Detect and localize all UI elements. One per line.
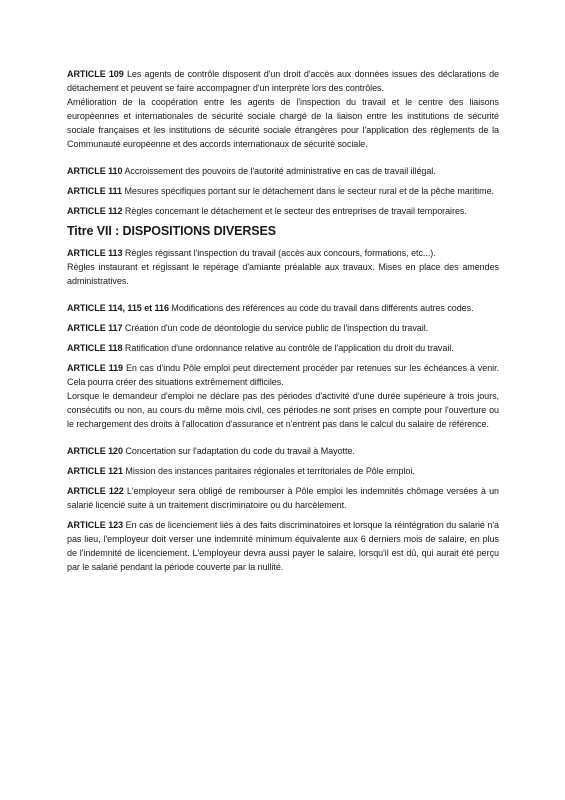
article-paragraph (67, 204, 499, 218)
article-121 (67, 464, 499, 478)
article-text: Mesures spécifiques portant sur le détachement dans le secteur rural et de la pêche maritime. (124, 186, 494, 196)
article-label: ARTICLE 120 (67, 446, 123, 456)
article-label: ARTICLE 112 (67, 206, 123, 216)
article-text: En cas de licenciement liés à des faits discriminatoires et lorsque la réintégration du salarié n'a pas lieu, l'employeur doit verser une indemnité minimum équivalente aux 6 derniers mois de salaire, en plus de l'indemnité de licenciement. L'employeur devra aussi payer le salaire, lorsqu'il est dû, qui aurait été perçu par le salarié pendant la période couverte par la nullité. (67, 520, 499, 572)
article-paragraph (67, 361, 499, 389)
article-paragraph (67, 301, 499, 315)
article-text: Création d'un code de déontologie du service public de l'inspection du travail. (124, 323, 429, 333)
article-paragraph (67, 518, 499, 574)
article-text: Les agents de contrôle disposent d'un droit d'accès aux données issues des déclarations de détachement et peuvent se faire accompagner d'un interprète lors des contrôles. (67, 69, 500, 93)
article-111 (67, 184, 499, 198)
article-text: Accroissement des pouvoirs de l'autorité administrative en cas de travail illégal. (124, 166, 436, 176)
article-label: ARTICLE 119 (67, 363, 123, 373)
article-text: Règles régissant l'inspection du travail (accès aux concours, formations, etc...). (124, 248, 436, 258)
article-120 (67, 444, 499, 458)
article-label: ARTICLE 114, 115 et 116 (67, 303, 169, 313)
article-label: ARTICLE 122 (67, 486, 124, 496)
article-110 (67, 164, 499, 178)
article-text: Modifications des références au code du travail dans différents autres codes. (171, 303, 474, 313)
article-112 (67, 204, 499, 218)
article-label: ARTICLE 117 (67, 323, 123, 333)
article-paragraph (67, 484, 499, 512)
article-text: Lorsque le demandeur d'emploi ne déclare pas des périodes d'activité d'une durée supérieure à trois jours, consécutifs ou non, au cours du même mois civil, ces périodes ne sont prises en compte pour l'ouverture ou le rechargement des droits à l'allocation d'assurance et n'entrent pas dans le calcul du salaire de référence. (67, 391, 499, 429)
article-paragraph (67, 164, 499, 178)
article-paragraph (67, 246, 499, 260)
article-label: ARTICLE 121 (67, 466, 123, 476)
article-paragraph (67, 184, 499, 198)
article-label: ARTICLE 109 (67, 69, 124, 79)
article-113 (67, 246, 499, 288)
article-text: Ratification d'une ordonnance relative au contrôle de l'application du droit du travail. (124, 343, 454, 353)
article-123 (67, 518, 499, 574)
article-117 (67, 321, 499, 335)
article-label: ARTICLE 110 (67, 166, 123, 176)
article-122 (67, 484, 499, 512)
article-109 (67, 67, 499, 151)
article-119 (67, 361, 499, 431)
article-paragraph (67, 321, 499, 335)
article-paragraph (67, 444, 499, 458)
article-text: L'employeur sera obligé de rembourser à Pôle emploi les indemnités chômage versées à un salarié licencié suite à un traitement discriminatoire ou du harcèlement. (67, 486, 499, 510)
article-paragraph (67, 464, 499, 478)
article-text: Mission des instances paritaires régionales et territoriales de Pôle emploi. (125, 466, 415, 476)
document-page (67, 67, 499, 580)
article-text: Règles concernant le détachement et le secteur des entreprises de travail temporaires. (124, 206, 467, 216)
article-label: ARTICLE 113 (67, 248, 123, 258)
article-text: Règles instaurant et régissant le repérage d'amiante préalable aux travaux. Mises en place des amendes administratives. (67, 262, 499, 286)
article-paragraph (67, 67, 499, 95)
article-114-115-116 (67, 301, 499, 315)
section-heading: Titre VII : DISPOSITIONS DIVERSES (67, 224, 277, 238)
article-text: En cas d'indu Pôle emploi peut directement procéder par retenues sur les échéances à venir. Cela pourra créer des situations extrêmement difficiles. (67, 363, 500, 387)
article-label: ARTICLE 118 (67, 343, 123, 353)
article-text: Amélioration de la coopération entre les agents de l'inspection du travail et le centre des liaisons européennes et internationales de sécurité sociale chargé de la liaison entre les institutions de sécurité sociale françaises et les institutions de sécurité sociale étrangères pour l'application des règlements de la Communauté européenne et des accords internationaux de sécurité sociale. (67, 97, 499, 149)
article-paragraph (67, 341, 499, 355)
article-label: ARTICLE 111 (67, 186, 122, 196)
article-label: ARTICLE 123 (67, 520, 124, 530)
article-text: Concertation sur l'adaptation du code du travail à Mayotte. (125, 446, 355, 456)
article-118 (67, 341, 499, 355)
